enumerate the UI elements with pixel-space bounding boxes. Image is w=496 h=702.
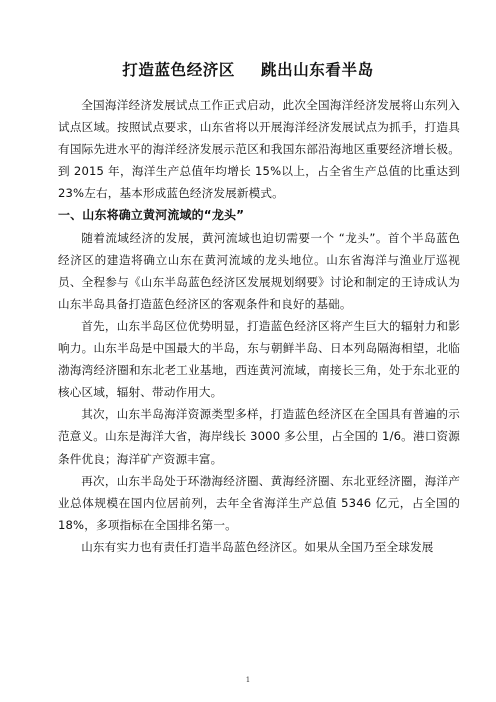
paragraph-marine-resources: 其次，山东半岛海洋资源类型多样，打造蓝色经济区在全国具有普遍的示范意义。山东是海洋大省，海岸线长 3000 多公里，占全国的 1/6。港口资源条件优良；海洋矿产资源丰富。 [58, 407, 460, 466]
paragraph-intro: 全国海洋经济发展试点工作正式启动，此次全国海洋经济发展将山东列入试点区域。按照试点要求，山东省将以开展海洋经济发展试点为抓手，打造具有国际先进水平的海洋经济发展示范区和我国东部沿海地区重要经济增长极。到 2015 年，海洋生产总值年均增长 15%以上，占全省生产总值的比重达到 23%左右，基本形成蓝色经济发展新模式。 [58, 98, 460, 201]
paragraph-economic-circles: 再次，山东半岛处于环渤海经济圈、黄海经济圈、东北亚经济圈，海洋产业总体规模在国内位居前列，去年全省海洋生产总值 5346 亿元，占全国的 18%，多项指标在全国排名第一。 [58, 473, 460, 532]
title-part-1: 打造蓝色经济区 [122, 61, 235, 79]
document-body [58, 94, 460, 558]
paragraph-responsibility: 山东有实力也有责任打造半岛蓝色经济区。如果从全国乃至全球发展 [81, 539, 434, 554]
paragraph-location-advantage: 首先，山东半岛区位优势明显，打造蓝色经济区将产生巨大的辐射力和影响力。山东半岛是中国最大的半岛，东与朝鲜半岛、日本列岛隔海相望，北临渤海湾经济圈和东北老工业基地，西连黄河流域，南接长三角，处于东北亚的核心区域，辐射、带动作用大。 [58, 318, 460, 400]
page-title [0, 58, 496, 80]
page-number: 1 [245, 676, 251, 684]
title-part-2: 跳出山东看半岛 [261, 61, 374, 79]
section-heading-1: 一、山东将确立黄河流域的“龙头” [58, 208, 245, 223]
paragraph-dragon-head: 随着流域经济的发展，黄河流域也迫切需要一个 “龙头”。首个半岛蓝色经济区的建造将确立山东在黄河流域的龙头地位。山东省海洋与渔业厅巡视员、全程参与《山东半岛蓝色经济区发展规划纲要》讨论和制定的王诗成认为山东半岛具备打造蓝色经济区的客观条件和良好的基础。 [58, 230, 460, 311]
